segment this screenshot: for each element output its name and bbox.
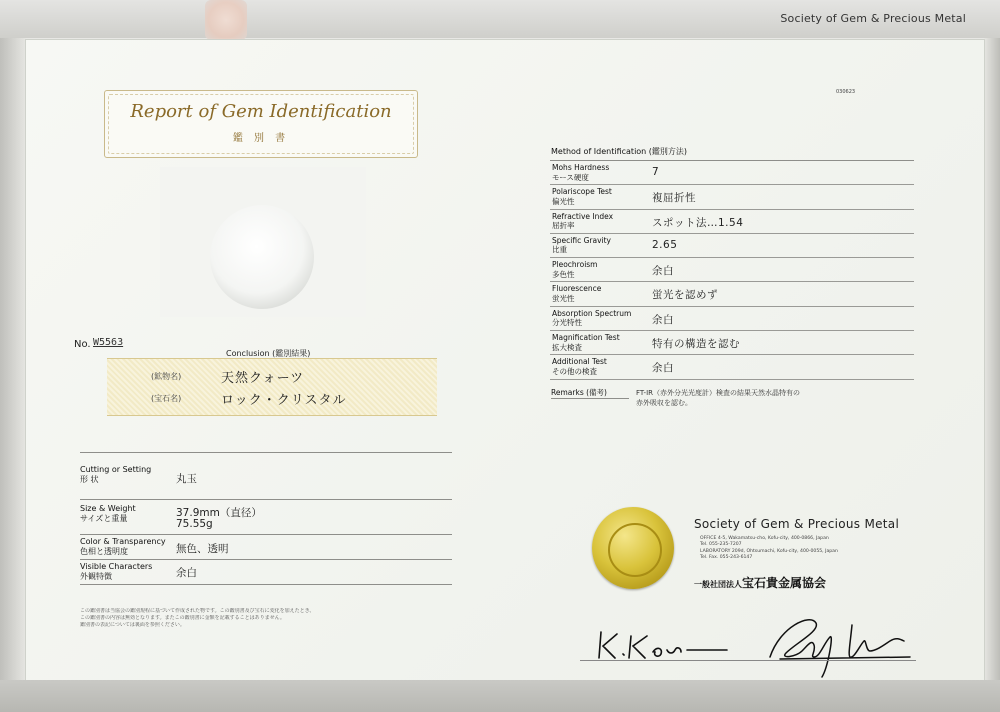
- row-value: 蛍光を認めず: [652, 289, 718, 302]
- row-value: 余白: [652, 265, 674, 278]
- issuer-name: Society of Gem & Precious Metal: [694, 517, 900, 531]
- footnote-line: この鑑別書の内容は無効となります。またこの鑑別書に金額を記載することはありません。: [80, 615, 285, 621]
- report-title: Report of Gem Identification: [130, 101, 392, 122]
- footnote-line: この鑑別書は当協会の鑑別規程に基づいて作成された物です。この鑑別書及び宝石に変化を加えたとき、: [80, 608, 315, 614]
- table-row: [80, 452, 452, 499]
- row-label: Polariscope Test 偏光性: [552, 187, 612, 206]
- gold-seal-emblem: [608, 523, 662, 577]
- issuer-prefix: 一般社団法人: [694, 580, 742, 589]
- frame-left-edge: [0, 38, 26, 680]
- table-row: [550, 331, 914, 355]
- row-value: 特有の構造を認む: [652, 338, 740, 351]
- conclusion-label: Conclusion (鑑別結果): [226, 349, 311, 358]
- issuer-address: [700, 536, 900, 561]
- report-title-japanese: 鑑 別 書: [232, 133, 290, 144]
- row-value: 丸玉: [176, 473, 197, 485]
- gem-photo: [160, 167, 366, 317]
- table-row: [80, 559, 452, 585]
- row-label: Refractive Index 屈折率: [552, 211, 614, 231]
- conclusion-key: (宝石名): [151, 394, 182, 403]
- row-value: 無色、透明: [176, 543, 229, 555]
- row-label: Color & Transparency 色相と透明度: [80, 537, 166, 556]
- report-title-box: [104, 90, 418, 158]
- top-band: [0, 0, 1000, 38]
- remarks-label: Remarks (備考): [551, 388, 607, 397]
- signature-line: [580, 660, 916, 661]
- method-title: Method of Identification (鑑別方法): [551, 147, 688, 156]
- signature-right: [760, 605, 920, 685]
- conclusion-row-gem: [107, 389, 437, 411]
- table-row: [550, 185, 914, 209]
- row-label: Size & Weight サイズと重量: [80, 504, 136, 523]
- table-row: [550, 282, 914, 306]
- gold-seal: [592, 507, 674, 589]
- table-row: [80, 534, 452, 559]
- row-value: 余白: [652, 362, 674, 375]
- remarks-line: 赤外吸収を認む。: [636, 399, 692, 407]
- row-value: 7: [652, 166, 660, 178]
- report-number-label: No.: [74, 339, 91, 350]
- row-value: 複屈折性: [652, 192, 696, 205]
- gem-properties-table: [80, 452, 452, 585]
- remarks-underline: [551, 398, 629, 399]
- conclusion-box: [107, 358, 437, 416]
- address-line: Tel. Fax. 055-243-6147: [700, 554, 753, 560]
- issuer-jp: 宝石貴金属協会: [742, 576, 827, 590]
- table-row: [550, 258, 914, 282]
- row-label: Mohs Hardness モース硬度: [552, 163, 610, 182]
- row-label: Additional Test その他の検査: [552, 357, 607, 376]
- footnote: [80, 608, 440, 629]
- row-label: Fluorescence 蛍光性: [552, 284, 602, 303]
- row-value: 2.65: [652, 238, 678, 251]
- conclusion-value: 天然クォーツ: [221, 371, 305, 386]
- table-row: [550, 355, 914, 379]
- row-label: Visible Characters 外観特徴: [80, 562, 153, 581]
- row-value: 余白: [176, 567, 197, 579]
- remarks-line: FT-IR（赤外分光光度計）検査の結果天然水晶特有の: [636, 389, 800, 397]
- row-label: Cutting or Setting 形 状: [80, 465, 152, 484]
- row-value-weight: 75.55g: [176, 518, 213, 530]
- row-label: Pleochroism 多色性: [552, 260, 598, 279]
- table-row: [550, 234, 914, 258]
- row-value: 37.9mm（直径）: [176, 507, 262, 519]
- red-stamp-seal: [205, 0, 247, 40]
- row-label: Specific Gravity 比重: [552, 235, 611, 255]
- table-row: [550, 210, 914, 234]
- frame-bottom-edge: [0, 680, 1000, 712]
- row-label: Magnification Test 拡大検査: [552, 333, 620, 352]
- table-row: [80, 499, 452, 534]
- method-table: [550, 160, 914, 380]
- conclusion-row-mineral: [107, 367, 437, 389]
- footnote-line: 鑑別書の表記については裏面を参照ください。: [80, 622, 185, 628]
- address-line: LABORATORY 209d, Ohtsumachi, Kofu-city, 400-0055, Japan: [700, 548, 838, 554]
- row-value: スポット法…1.54: [652, 216, 744, 229]
- table-row: [550, 307, 914, 331]
- report-number-value: W5563: [93, 337, 124, 348]
- society-name-header: Society of Gem & Precious Metal: [780, 12, 966, 25]
- address-line: Tel. 055-235-7207: [700, 542, 742, 548]
- remarks-text: [636, 388, 906, 408]
- conclusion-value: ロック・クリスタル: [221, 393, 347, 408]
- table-row: [550, 161, 914, 185]
- row-value: 余白: [652, 313, 674, 326]
- row-label: Absorption Spectrum 分光特性: [552, 308, 632, 328]
- conclusion-key: (鉱物名): [151, 372, 182, 381]
- signature-left: [595, 624, 735, 664]
- issuer-name-japanese: [694, 574, 826, 591]
- serial-number: 030623: [836, 89, 856, 95]
- address-line: OFFICE 4-5, Wakamatsu-cho, Kofu-city, 400-0866, Japan: [700, 536, 829, 541]
- frame-right-edge: [984, 38, 1000, 680]
- crystal-sphere-image: [210, 205, 314, 309]
